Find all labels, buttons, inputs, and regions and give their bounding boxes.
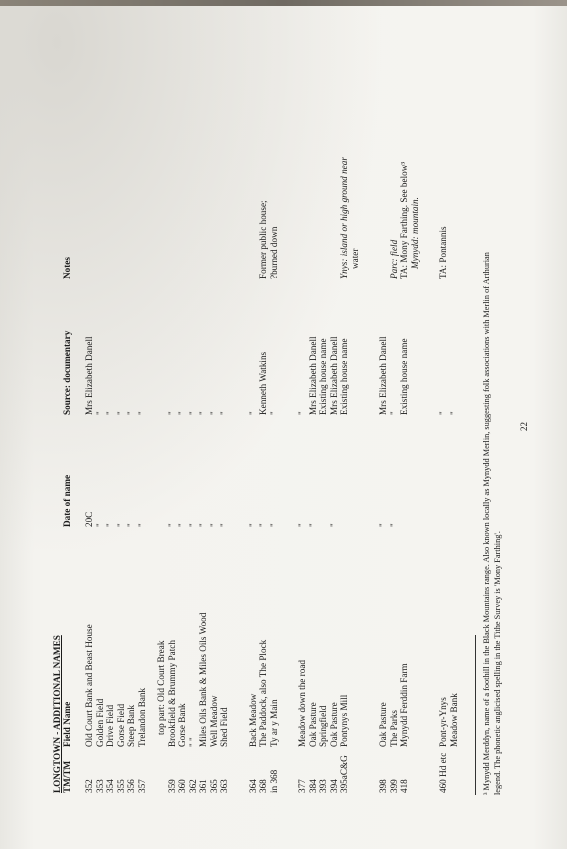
cell-source: " [208, 411, 219, 415]
cell-field: Gorse Bank [177, 703, 187, 747]
page-top-edge [0, 0, 567, 6]
cell-tm: 360 [177, 779, 187, 793]
cell-source: Existing house name [399, 338, 409, 415]
page-number: 22 [519, 422, 529, 431]
cell-date: " [247, 523, 258, 527]
cell-tm: 399 [388, 779, 399, 793]
header-tm: TM/TM [62, 760, 72, 793]
header-date: Date of name [62, 474, 72, 527]
cell-tm: 418 [399, 779, 409, 793]
cell-source: " [94, 411, 105, 415]
cell-tm: 363 [219, 779, 229, 793]
cell-source: " [247, 411, 258, 415]
cell-source: " [219, 411, 229, 415]
cell-field: Golden Field [94, 698, 105, 747]
cell-source: Mrs Elizabeth Danell [328, 336, 339, 415]
cell-field: top part: Old Court Break [156, 640, 166, 735]
cell-date: " [166, 523, 177, 527]
cell-field: Meadow Bank [448, 693, 459, 747]
cell-source: " [297, 411, 307, 415]
header-notes: Notes [62, 257, 72, 279]
cell-tm: 398 [378, 779, 388, 793]
cell-field: Pontynys Mill [339, 694, 349, 747]
cell-field: The Paddock, also The Plock [258, 639, 268, 747]
cell-source: " [438, 411, 448, 415]
cell-field: Miles Oils Bank & Miles Oils Wood [198, 612, 208, 747]
cell-date: " [177, 523, 187, 527]
cell-source: " [187, 411, 198, 415]
cell-date: " [268, 523, 279, 527]
cell-tm: 395aC&G [339, 755, 349, 793]
cell-field: Pont-yr-Ynys [438, 697, 448, 747]
cell-tm: in 368 [268, 769, 279, 793]
cell-tm: 365 [208, 779, 219, 793]
cell-notes: water [349, 248, 360, 269]
cell-tm: 364 [247, 779, 258, 793]
header-field-name: Field Name [62, 701, 72, 747]
cell-tm: 394 [328, 779, 339, 793]
cell-notes: Ynys: island or high ground near [339, 157, 349, 279]
cell-date: " [115, 523, 126, 527]
cell-field: Ty ar y Main [268, 699, 279, 747]
cell-date: " [187, 523, 198, 527]
cell-field: Mynydd Ferddin Farm [399, 663, 409, 747]
cell-date: " [208, 523, 219, 527]
cell-notes: Mynydd: mountain. [409, 197, 420, 269]
cell-notes: TA: Pontannis [438, 226, 448, 279]
cell-source: Mrs Elizabeth Danell [307, 336, 318, 415]
cell-tm: 362 [187, 779, 198, 793]
cell-tm: 357 [136, 779, 147, 793]
cell-field: Back Meadow [247, 693, 258, 747]
cell-date: " [307, 523, 318, 527]
cell-source: Kenneth Watkins [258, 351, 268, 415]
cell-field: Oak Pasture [307, 702, 318, 747]
cell-field: Well Meadow [208, 695, 219, 747]
cell-source: " [115, 411, 126, 415]
cell-date: " [94, 523, 105, 527]
cell-field: Oak Pasture [378, 702, 388, 747]
cell-field: Trelandon Bank [136, 687, 147, 747]
rotated-table-region [50, 54, 534, 799]
cell-date: " [126, 523, 136, 527]
cell-tm: 352 [84, 779, 94, 793]
cell-date: " [258, 523, 268, 527]
cell-field: Gorse Field [115, 703, 126, 747]
cell-field: Meadow down the road [297, 659, 307, 747]
cell-tm: 460 Hd etc [438, 752, 448, 793]
cell-field: The Parks [388, 710, 399, 747]
cell-source: " [126, 411, 136, 415]
cell-tm: 384 [307, 779, 318, 793]
cell-tm: 393 [318, 779, 328, 793]
cell-source: Mrs Elizabeth Danell [378, 336, 388, 415]
cell-field: Springfield [318, 705, 328, 747]
cell-notes: Parc: field [388, 239, 399, 279]
cell-tm: 377 [297, 779, 307, 793]
cell-source: Mrs Elizabeth Danell [84, 336, 94, 415]
header-source: Source: documentary [62, 330, 72, 415]
cell-date: " [219, 523, 229, 527]
cell-source: " [177, 411, 187, 415]
cell-source: " [448, 411, 459, 415]
cell-notes: Former public house; [258, 200, 268, 279]
cell-source: " [268, 411, 279, 415]
cell-source: " [105, 411, 115, 415]
cell-tm: 355 [115, 779, 126, 793]
cell-source: " [388, 411, 399, 415]
cell-field: " " [187, 737, 198, 747]
cell-source: " [136, 411, 147, 415]
cell-tm: 354 [105, 779, 115, 793]
cell-tm: 361 [198, 779, 208, 793]
cell-notes: TA: Mony Farthing. See below³ [399, 161, 409, 279]
cell-field: Shed Field [219, 707, 229, 747]
cell-date: " [198, 523, 208, 527]
cell-source: Existing house name [339, 338, 349, 415]
cell-date: " [328, 523, 339, 527]
cell-date: " [136, 523, 147, 527]
cell-field: Old Court Bank and Beast House [84, 624, 94, 747]
cell-source: " [166, 411, 177, 415]
cell-date: " [378, 523, 388, 527]
cell-date: " [297, 523, 307, 527]
cell-tm: 368 [258, 779, 268, 793]
cell-source: Existing house name [318, 338, 328, 415]
cell-notes: ?burned down [268, 226, 279, 279]
cell-field: Brookfield & Brummy Patch [166, 640, 177, 747]
table-title: LONGTOWN - ADDITIONAL NAMES [52, 635, 62, 793]
cell-date: 20C [84, 511, 94, 527]
cell-date: " [388, 523, 399, 527]
cell-tm: 359 [166, 779, 177, 793]
cell-tm: 353 [94, 779, 105, 793]
cell-field: Steep Bank [126, 704, 136, 747]
cell-date: " [105, 523, 115, 527]
footnote: ³ Mynydd Merddyn, name of a foothill in the Black Mountains range. Also known locally as Mynydd Merlin, suggesting folk associations with Merlin of Arthurian legend. The phonetic anglicised spelling in the Tithe Survey is 'Mony Farthing'. [482, 252, 502, 795]
footnote-rule [475, 635, 476, 795]
cell-source: " [198, 411, 208, 415]
cell-tm: 356 [126, 779, 136, 793]
cell-field: Drive Field [105, 704, 115, 747]
cell-field: Oak Pasture [328, 702, 339, 747]
